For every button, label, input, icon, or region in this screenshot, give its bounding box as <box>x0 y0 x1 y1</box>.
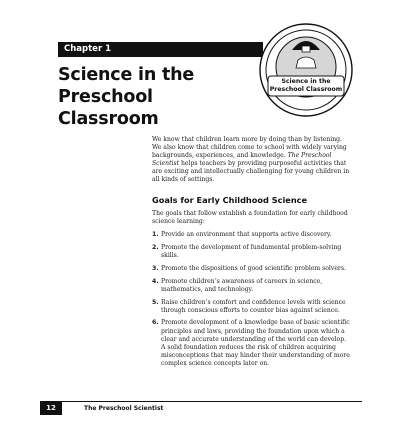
list-item <box>152 299 352 315</box>
book-title: The Preschool Scientist <box>152 152 332 168</box>
list-item <box>152 319 352 368</box>
body-column <box>152 136 352 373</box>
badge-line-2: Preschool Classroom <box>269 86 343 93</box>
item-number: 2. <box>152 243 159 251</box>
page-number: 12 <box>40 402 62 415</box>
item-number: 6. <box>152 319 159 327</box>
list-item <box>152 278 352 294</box>
item-number: 4. <box>152 277 159 285</box>
item-text: Raise children’s comfort and confidence levels with science through conscious efforts to counter bias against science. <box>161 298 346 314</box>
section-heading: Goals for Early Childhood Science <box>152 194 308 205</box>
running-title: The Preschool Scientist <box>84 405 164 412</box>
title-line-1: Science in the <box>58 65 195 85</box>
badge-line-1: Science in the <box>281 78 331 85</box>
chapter-badge-icon <box>258 22 354 118</box>
goals-lead: The goals that follow establish a foundation for early childhood science learning: <box>152 209 348 225</box>
item-text: Provide an environment that supports active discovery. <box>161 230 332 238</box>
list-item <box>152 231 352 239</box>
list-item <box>152 265 352 273</box>
item-text: Promote development of a knowledge base of basic scientific principles and laws, providing the foundation upon which a clear and accurate understanding of the world can develop. A solid foundation reduces the risk of children acquiring misconceptions that may hinder their understanding of more complex science concepts later on. <box>161 319 350 367</box>
item-text: Promote children’s awareness of careers in science, mathematics, and technology. <box>161 277 323 293</box>
item-text: Promote the dispositions of good scientific problem solvers. <box>161 264 346 272</box>
intro-paragraph <box>152 136 352 185</box>
intro-text-1: We know that children learn more by doing than by listening. We also know that children come to school with widely varying backgrounds, experiences, and knowledge. <box>152 136 347 160</box>
page-title <box>58 64 258 130</box>
title-line-2: Preschool Classroom <box>58 87 159 129</box>
badge-label <box>268 78 344 94</box>
goals-list <box>152 231 352 368</box>
item-number: 3. <box>152 264 159 272</box>
chapter-label: Chapter 1 <box>58 42 263 57</box>
intro-text-2: helps teachers by providing purposeful activities that are exciting and intellectually challenging for young children in all kinds of settings. <box>152 160 350 184</box>
list-item <box>152 244 352 260</box>
item-text: Promote the development of fundamental problem-solving skills. <box>161 243 342 259</box>
item-number: 5. <box>152 298 159 306</box>
item-number: 1. <box>152 230 159 238</box>
